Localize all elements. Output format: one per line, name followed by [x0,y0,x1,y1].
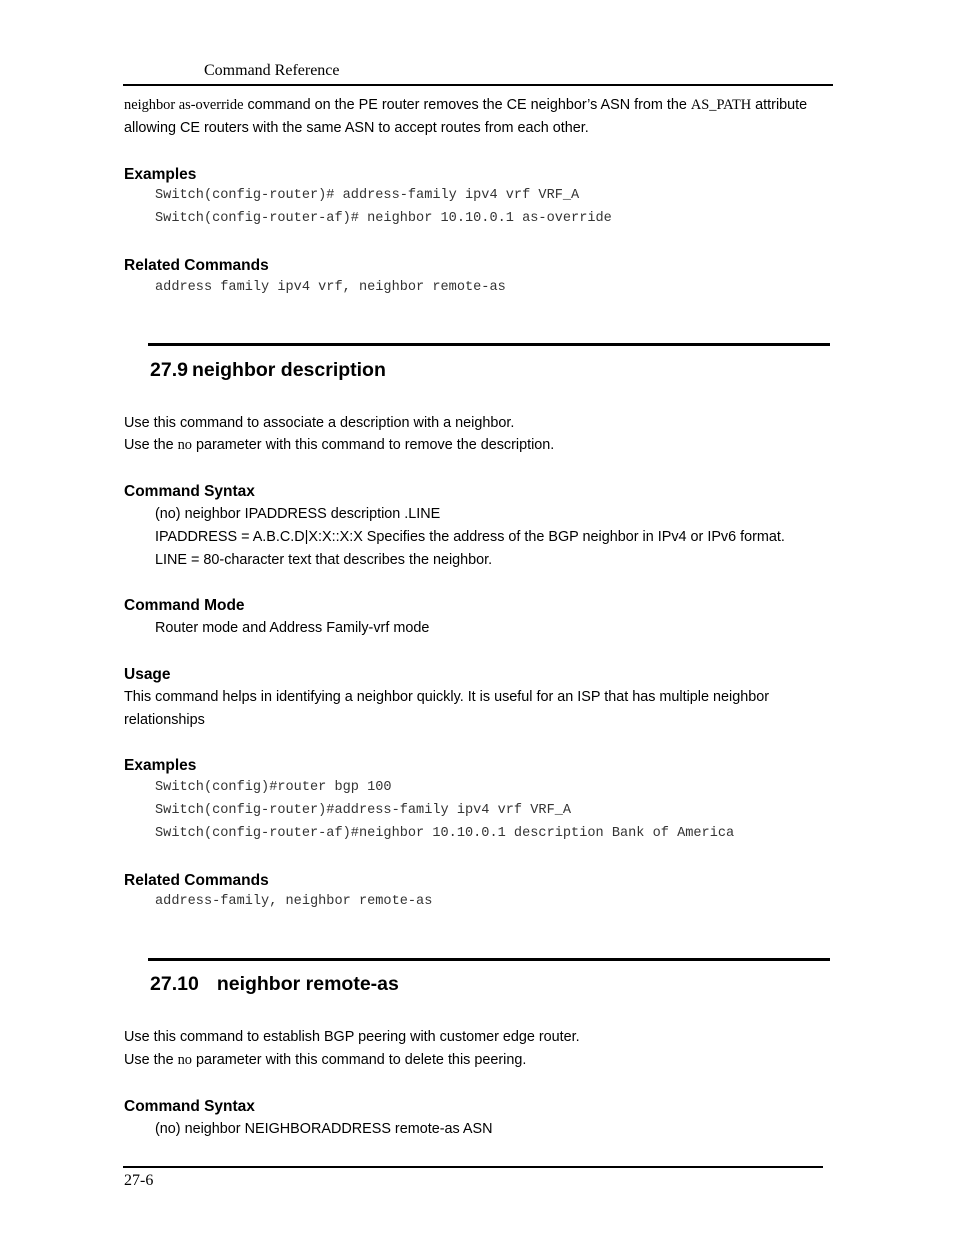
section-rule [148,343,830,346]
header-rule [123,84,833,86]
description-line: Use this command to associate a description with a neighbor. [124,415,515,431]
example-line: Switch(config-router)# address-family ipv4 vrf VRF_A [155,188,580,203]
no-keyword: no [177,1052,192,1068]
page-number: 27-6 [124,1172,154,1189]
example-line: Switch(config-router)#address-family ipv4 vrf VRF_A [155,803,572,818]
section-number: 27.9 [150,359,188,381]
description-line: Use this command to establish BGP peering with customer edge router. [124,1029,580,1045]
intro-command-name: neighbor as-override [124,97,244,113]
intro-text: command on the PE router removes the CE neighbor’s ASN from the [243,97,691,113]
section-name: neighbor remote-as [216,973,399,995]
example-line: Switch(config)#router bgp 100 [155,780,392,795]
footer-rule [123,1166,823,1168]
usage-line: relationships [124,712,205,728]
section-number: 27.10 [150,973,199,995]
examples-heading: Examples [124,166,197,183]
related-commands-line: address-family, neighbor remote-as [155,894,433,909]
section-title [150,359,386,382]
description-text: parameter with this command to delete this peering. [191,1052,527,1068]
description-text: parameter with this command to remove the description. [191,437,555,453]
section-name: neighbor description [191,359,386,381]
intro-text-end: attribute [751,97,808,113]
example-line: Switch(config-router-af)#neighbor 10.10.0.1 description Bank of America [155,826,735,841]
usage-heading: Usage [124,666,171,683]
example-line: Switch(config-router-af)# neighbor 10.10.0.1 as-override [155,211,612,226]
command-mode-heading: Command Mode [124,597,245,614]
no-keyword: no [177,437,192,453]
description-line [124,1052,526,1069]
section-rule [148,958,830,961]
description-text: Use the [124,1052,178,1068]
syntax-line: (no) neighbor NEIGHBORADDRESS remote-as ASN [155,1121,493,1137]
related-commands-heading: Related Commands [124,872,269,889]
intro-line-1 [124,97,807,114]
syntax-line: (no) neighbor IPADDRESS description .LINE [155,506,441,522]
description-text: Use the [124,437,178,453]
command-mode-line: Router mode and Address Family-vrf mode [155,620,430,636]
section-title [150,973,399,996]
syntax-line: LINE = 80-character text that describes the neighbor. [155,552,493,568]
usage-line: This command helps in identifying a neighbor quickly. It is useful for an ISP that has multiple neighbor [124,689,769,705]
intro-as-path: AS_PATH [690,97,752,113]
syntax-line: IPADDRESS = A.B.C.D|X:X::X:X Specifies the address of the BGP neighbor in IPv4 or IPv6 format. [155,529,785,545]
intro-line-2: allowing CE routers with the same ASN to accept routes from each other. [124,120,589,136]
running-header: Command Reference [204,62,340,79]
command-syntax-heading: Command Syntax [124,1098,255,1115]
related-commands-heading: Related Commands [124,257,269,274]
command-syntax-heading: Command Syntax [124,483,255,500]
examples-heading: Examples [124,757,197,774]
description-line [124,437,554,454]
related-commands-line: address family ipv4 vrf, neighbor remote-as [155,280,506,295]
